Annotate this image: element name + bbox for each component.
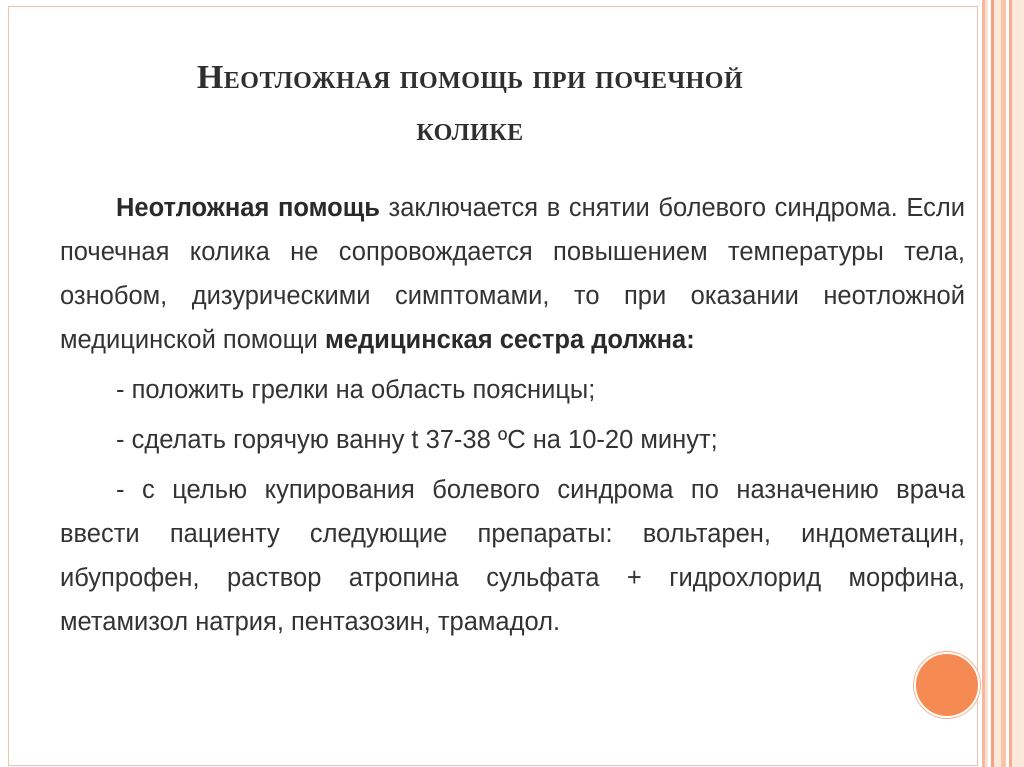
- intro-text: заключается в снятии болевого синдрома. Если почечная колика не сопровождается повышением температуры тела, ознобом, дизурическими симптомами, то при оказании неотложной медицинской помощи: [60, 194, 965, 354]
- list-item: - сделать горячую ванну t 37-38 ºС на 10-20 минут;: [116, 426, 718, 454]
- intro-bold-tail: медицинская сестра должна:: [324, 326, 695, 354]
- list-item: - с целью купирования болевого синдрома по назначению врача ввести пациенту следующие препараты: вольтарен, индометацин, ибупрофен, раствор атропина сульфата + гидрохлорид морфина, метамизол натрия, пентазозин, трамадол.: [60, 476, 965, 636]
- title-line-2: колике: [416, 111, 524, 148]
- slide-body: [60, 186, 965, 644]
- intro-paragraph: [60, 186, 965, 362]
- title-line-1: Неотложная помощь при почечной: [196, 59, 744, 96]
- list-item: - положить грелки на область поясницы;: [116, 376, 596, 404]
- decorative-stripes: [979, 0, 1024, 767]
- intro-bold-lead: Неотложная помощь: [116, 194, 380, 222]
- decorative-circle: [914, 652, 980, 718]
- slide-title: [60, 52, 880, 156]
